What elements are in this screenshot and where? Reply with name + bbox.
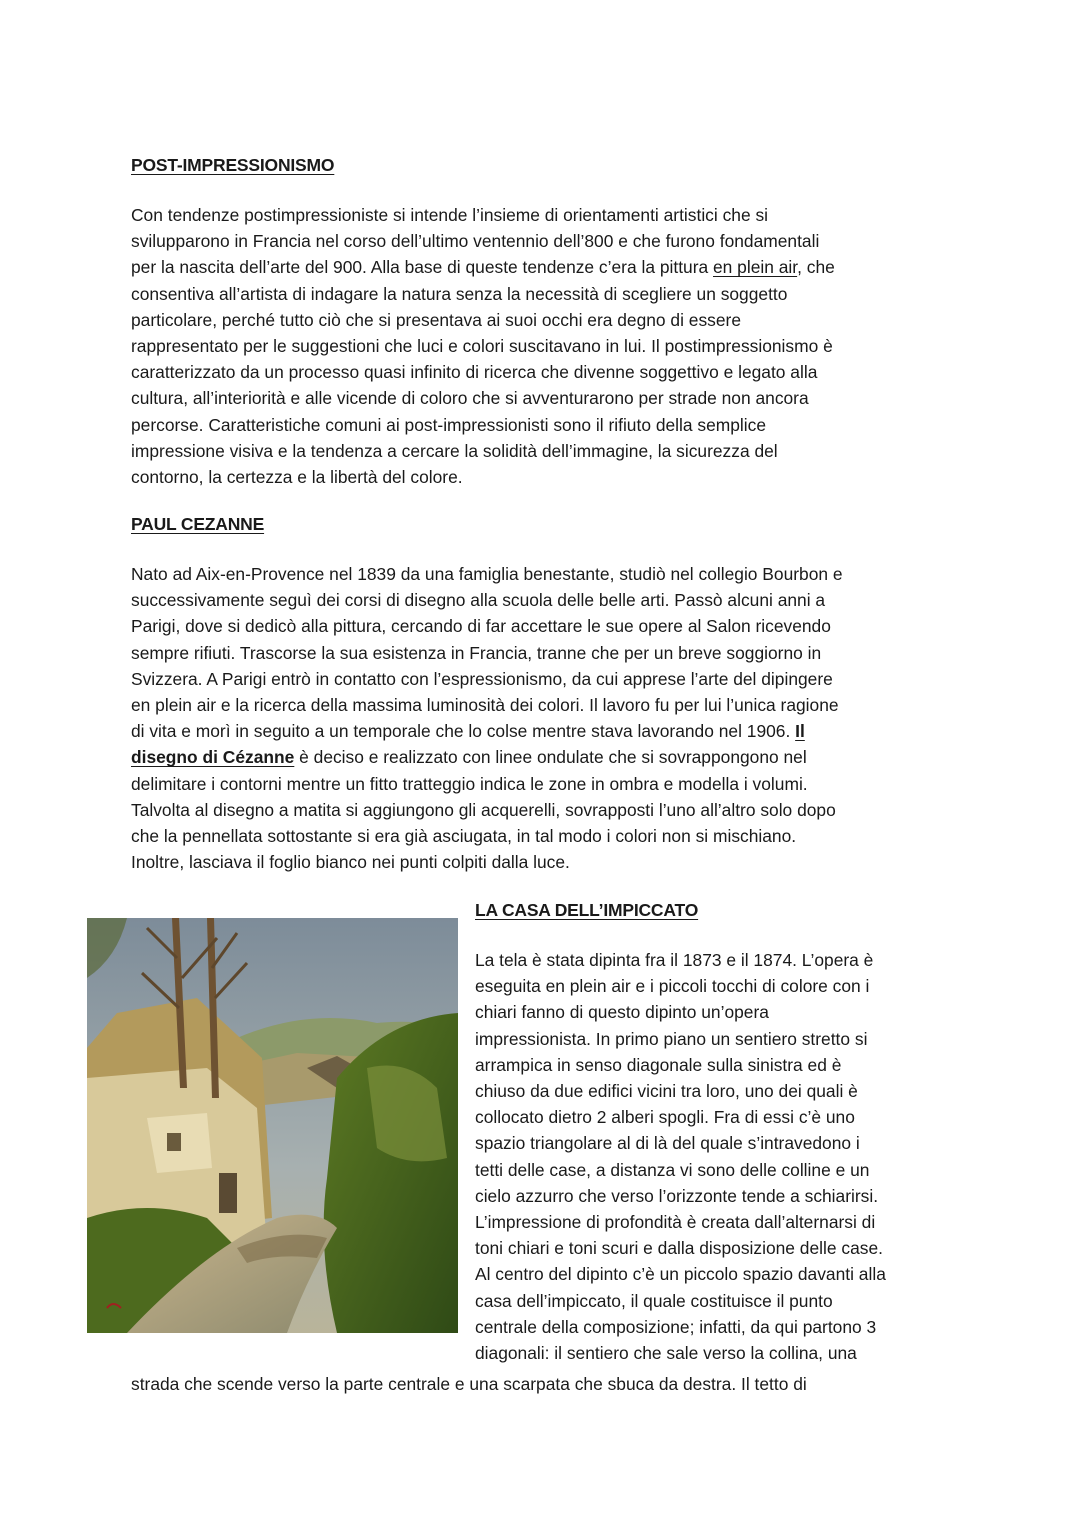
paragraph-post-impressionismo xyxy=(131,202,961,490)
text-line: chiuso da due edifici vicini tra loro, uno dei quali è xyxy=(475,1081,858,1102)
text-line: svilupparono in Francia nel corso dell’ultimo ventennio dell’800 e che furono fondamentali xyxy=(131,231,820,252)
text-line: cultura, all’interiorità e alle vicende di coloro che si avventurarono per strade non ancora xyxy=(131,388,809,409)
text-segment: di vita e morì in seguito a un temporale che lo colse mentre stava lavorando nel 1906. xyxy=(131,721,796,742)
house-door xyxy=(219,1173,237,1213)
section-title-paul-cezanne: PAUL CEZANNE xyxy=(131,514,265,534)
text-segment: per la nascita dell’arte del 900. Alla base di queste tendenze c’era la pittura xyxy=(131,257,713,278)
link-en-plein-air[interactable]: en plein air xyxy=(713,257,798,278)
link-il-disegno-di-cezanne-part2[interactable]: disegno di Cézanne xyxy=(131,747,295,768)
text-line: Talvolta al disegno a matita si aggiungono gli acquerelli, sovrapposti l’uno all’altro solo dopo xyxy=(131,799,836,820)
text-line: centrale della composizione; infatti, da qui partono 3 xyxy=(475,1316,877,1337)
text-line: percorse. Caratteristiche comuni ai post-impressionisti sono il rifiuto della semplice xyxy=(131,414,767,435)
text-segment: , che xyxy=(797,257,835,278)
text-line: impressionista. In primo piano un sentiero stretto si xyxy=(475,1028,868,1049)
section-title-post-impressionismo: POST-IMPRESSIONISMO xyxy=(131,155,335,175)
text-line: delimitare i contorni mentre un fitto tratteggio indica le zone in ombra e modella i volumi. xyxy=(131,773,808,794)
text-line: La tela è stata dipinta fra il 1873 e il 1874. L’opera è xyxy=(475,950,874,970)
text-line: toni chiari e toni scuri e dalla disposizione delle case. xyxy=(475,1238,883,1259)
text-line: impressione visiva e la tendenza a cercare la solidità dell’immagine, la sicurezza del xyxy=(131,440,778,461)
text-line: consentiva all’artista di indagare la natura senza la necessità di scegliere un soggetto xyxy=(131,283,788,304)
text-line: casa dell’impiccato, il quale costituisce il punto xyxy=(475,1290,833,1311)
text-line: cielo azzurro che verso l’orizzonte tende a schiarirsi. xyxy=(475,1185,879,1206)
text-line xyxy=(131,718,961,744)
text-line: contorno, la certezza e la libertà del colore. xyxy=(131,467,463,488)
section-title-la-casa-dell-impiccato: LA CASA DELL’IMPICCATO xyxy=(475,900,699,920)
link-il-disegno-di-cezanne-part1[interactable]: Il xyxy=(795,721,805,742)
painting-la-casa-dell-impiccato xyxy=(87,918,458,1333)
text-line: chiari fanno di questo dipinto un’opera xyxy=(475,1002,769,1023)
paragraph-continuation xyxy=(131,1371,961,1397)
text-line: L’impressione di profondità è creata dall’alternarsi di xyxy=(475,1212,876,1233)
text-line: che la pennellata sottostante si era già asciugata, in tal modo i colori non si mischiano. xyxy=(131,826,797,847)
text-line: rappresentato per le suggestioni che luci e colori suscitavano in lui. Il postimpressionismo è xyxy=(131,336,833,357)
text-line: caratterizzato da un processo quasi infinito di ricerca che divenne soggettivo e legato alla xyxy=(131,362,818,383)
paragraph-la-casa-dell-impiccato xyxy=(475,947,965,1366)
text-line: collocato dietro 2 alberi spogli. Fra di essi c’è uno xyxy=(475,1107,855,1128)
text-line: sempre rifiuti. Trascorse la sua esistenza in Francia, tranne che per un breve soggiorno in xyxy=(131,642,822,663)
paragraph-paul-cezanne xyxy=(131,561,961,875)
text-line: Con tendenze postimpressioniste si intende l’insieme di orientamenti artistici che si xyxy=(131,205,769,225)
text-line: Parigi, dove si dedicò alla pittura, cercando di far accettare le sue opere al Salon ricevendo xyxy=(131,616,831,637)
text-line: Al centro del dipinto c’è un piccolo spazio davanti alla xyxy=(475,1264,886,1285)
text-line: Svizzera. A Parigi entrò in contatto con l’espressionismo, da cui apprese l’arte del dipingere xyxy=(131,668,833,689)
text-line: eseguita en plein air e i piccoli tocchi di colore con i xyxy=(475,976,870,997)
text-line: spazio triangolare al di là del quale s’intravedono i xyxy=(475,1133,860,1154)
text-line: arrampica in senso diagonale sulla sinistra ed è xyxy=(475,1054,842,1075)
text-line: en plein air e la ricerca della massima luminosità dei colori. Il lavoro fu per lui l’unica ragione xyxy=(131,695,839,716)
text-line: tetti delle case, a distanza vi sono delle colline e un xyxy=(475,1159,870,1180)
house-window xyxy=(167,1133,181,1151)
text-line: strada che scende verso la parte centrale e una scarpata che sbuca da destra. Il tetto di xyxy=(131,1374,807,1394)
text-line xyxy=(131,254,961,280)
text-line: Inoltre, lasciava il foglio bianco nei punti colpiti dalla luce. xyxy=(131,852,570,873)
text-segment: è deciso e realizzato con linee ondulate che si sovrappongono nel xyxy=(294,747,807,768)
text-line: particolare, perché tutto ciò che si presentava ai suoi occhi era degno di essere xyxy=(131,309,741,330)
text-line: successivamente seguì dei corsi di disegno alla scuola delle belle arti. Passò alcuni anni a xyxy=(131,590,826,611)
text-line xyxy=(131,744,961,770)
text-line: diagonali: il sentiero che sale verso la collina, una xyxy=(475,1343,857,1364)
text-line: Nato ad Aix-en-Provence nel 1839 da una famiglia benestante, studiò nel collegio Bourbon e xyxy=(131,564,843,584)
